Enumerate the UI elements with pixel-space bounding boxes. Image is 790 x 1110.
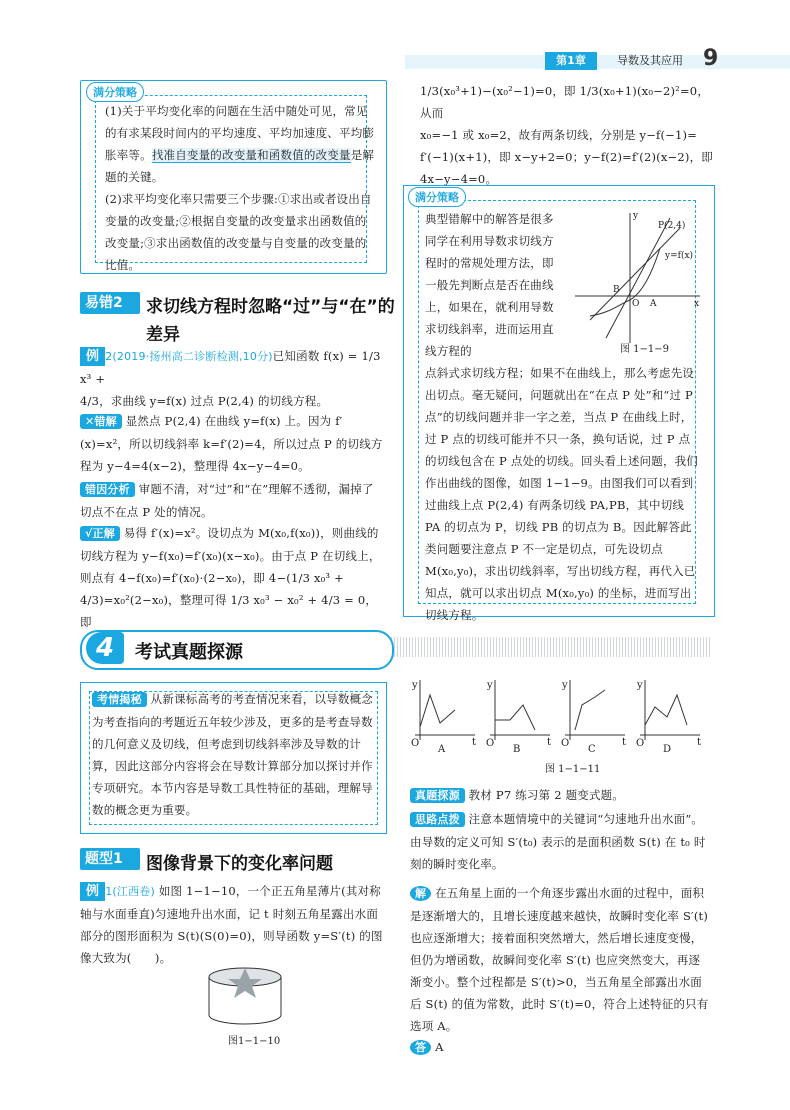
option-axes — [565, 680, 625, 740]
option-axis-y: y — [562, 680, 568, 691]
answer: 答 A — [410, 1036, 444, 1059]
solution-continued: 1/3(x₀³+1)−(x₀²−1)=0，即 1/3(x₀+1)(x₀−2)²=0，从而 x₀=−1 或 x₀=2，故有两条切线，分别是 y−f(−1)= f′(−1)(x+1)，即 x−y+2=0；y−f(2)=f′(2)(x−2)，即 4x−y−4=0。 — [420, 84, 713, 186]
option-label: B — [513, 744, 521, 755]
section-number: 4 — [86, 632, 124, 664]
error-title-2: 差异 — [146, 325, 180, 345]
answer-tag: 答 — [410, 1040, 431, 1055]
figure-1-1-10 — [200, 965, 290, 1030]
option-origin: O — [636, 738, 645, 749]
option-curve — [645, 695, 687, 725]
error-badge: 易错2 — [80, 292, 140, 314]
label-x: x — [694, 299, 700, 309]
option-axis-y: y — [487, 680, 493, 691]
option-axis-t: t — [622, 737, 627, 748]
solution-tag: 解 — [410, 886, 431, 901]
fig-1-1-9-caption: 图 1−1−9 — [620, 344, 670, 355]
option-origin: O — [486, 738, 495, 749]
header-bar — [405, 55, 790, 69]
label-o: O — [632, 299, 640, 309]
wrong-tag: ✕错解 — [80, 414, 122, 429]
option-axis-t: t — [547, 737, 552, 748]
type-title: 图像背景下的变化率问题 — [146, 854, 333, 874]
strategy-tag-2: 满分策略 — [408, 187, 466, 207]
fig-1-1-11-caption: 图 1−1−11 — [545, 764, 601, 775]
example-2: 例 2(2019·扬州高二诊断检测,10分)已知函数 f(x) = 1/3 x³ + 4/3，求曲线 y=f(x) 过点 P(2,4) 的切线方程。 — [80, 349, 381, 408]
label-fx: y=f(x) — [665, 251, 694, 261]
hint: 思路点拨 注意本题情境中的关键词“匀速地升出水面”。由导数的定义可知 S′(t₀) 表示的是面积函数 S(t) 在 t₀ 时刻的瞬时变化率。 — [410, 812, 706, 871]
right-solution: √正解 易得 f′(x)=x²。设切点为 M(x₀,f(x₀))，则曲线的切线方程为 y−f(x₀)=f′(x₀)(x−x₀)。由于点 P 在切线上，则点有 4−f(x₀)=f′(x₀)·(2−x₀)，即 4−(1/3 x₀³ + 4/3)=x₀²(2−x₀)，整理可得 1/3 x₀³ − x₀² + 4/3 = 0，即 — [80, 526, 381, 629]
source: 真题探源 教材 P7 练习第 2 题变式题。 — [410, 784, 710, 807]
strategy-p2: (2)求平均变化率只需要三个步骤:①求出或者设出自变量的改变量;②根据自变量的改变量求出函数值的改变量;③求出函数值的改变量与自变量的改变量的比值。 — [105, 192, 372, 272]
option-origin: O — [561, 738, 570, 749]
solution: 解 在五角星上面的一个角逐步露出水面的过程中，面积是逐渐增大的，且增长速度越来越快，故瞬时变化率 S′(t) 也应逐渐增大；接着面积突然增大，然后增长速度变慢，但仍为增函数，故瞬间变化率 S′(t) 也应突然变大，再逐渐变小。整个过程都是 S′(t)>0，当五角星全部露出水面后 S(t) 的值为常数，此时 S′(t)=0，符合上述特征的只有选项 A。 — [410, 886, 709, 1033]
option-label: A — [438, 744, 446, 755]
tangent-pa — [606, 218, 670, 338]
option-curve — [575, 690, 605, 730]
example-1-tag: 例 — [80, 882, 105, 901]
right-tag: √正解 — [80, 526, 120, 541]
fig-1-1-10-caption: 图1−1−10 — [228, 1036, 281, 1047]
example-tag: 例 — [80, 347, 105, 366]
section-title: 考试真题探源 — [135, 642, 243, 663]
label-p: P(2,4) — [658, 221, 686, 231]
source-tag: 真题探源 — [410, 788, 465, 803]
example-1: 例 1(江西卷) 如图 1−1−10，一个正五角星薄片(其对称轴与水面垂直)匀速地升出水面，记 t 时刻五角星露出水面部分的图形面积为 S(t)(S(0)=0)，则导函数 y=S′(t) 的图像大致为( )。 — [80, 884, 383, 965]
option-origin: O — [411, 738, 420, 749]
exam-tag: 考情揭秘 — [92, 692, 147, 707]
option-curve — [420, 695, 455, 727]
chapter-label: 第1章 — [545, 52, 597, 70]
option-axis-t: t — [472, 737, 477, 748]
page-number: 9 — [703, 46, 719, 71]
label-b: B — [613, 285, 620, 295]
option-label: C — [588, 744, 596, 755]
exam-text: 考情揭秘 从新课标高考的考查情况来看，以导数概念为考查指向的考题近五年较少涉及，更多的是考查导数的几何意义及切线，但考虑到切线斜率涉及导数的计算，因此这部分内容将会在导数计算部分加以探讨并作专项研究。本节内容是导数工具性特征的基础，理解导数的概念更为重要。 — [92, 692, 373, 817]
strategy-text-a: 典型错解中的解答是很多同学在利用导数求切线方程时的常规处理方法，即一般先判断点是否在曲线上，如果在，就利用导数求切线斜率，进而运用直线方程的 — [425, 212, 554, 358]
option-curve — [495, 705, 535, 730]
strategy-text-b: 点斜式求切线方程；如果不在曲线上，那么考虑先设出切点。毫无疑问，问题就出在“在点 P 处”和“过 P 点”的切线问题并非一字之差，当点 P 在曲线上时，过 P 点的切线可能并不只一条，换句话说，过 P 点的切线包含在 P 点处的切线。回头看上述问题，我们作出曲线的图像，如图 1−1−9。由图我们可以看到过曲线上点 P(2,4) 有两条切线 PA,PB，其中切线 PA 的切点为 P，切线 PB 的切点为 B。因此解答此类问题要注意点 P 不一定是切点，可先设切点 M(x₀,y₀)，求出切线斜率，写出切线方程，再代入已知点，就可以求出切点 M(x₀,y₀) 的坐标，进而写出切线方程。 — [425, 366, 699, 622]
label-y: y — [633, 211, 639, 221]
strategy-p1: (1)关于平均变化率的问题在生活中随处可见，常见的有求某段时间内的平均速度、平均加速度、平均膨胀率等。找准自变量的改变量和函数值的改变量是解题的关键。 — [105, 104, 375, 184]
error-analysis: 错因分析 审题不清，对“过”和“在”理解不透彻，漏掉了切点不在点 P 处的情况。 — [80, 482, 374, 519]
chapter-title: 导数及其应用 — [617, 54, 683, 67]
hint-tag: 思路点拨 — [410, 812, 465, 827]
error-title-1: 求切线方程时忽略“过”与“在”的 — [146, 297, 395, 317]
analysis-tag: 错因分析 — [80, 482, 135, 497]
option-axes — [415, 680, 475, 740]
option-axes — [490, 680, 550, 740]
strategy-tag-1: 满分策略 — [86, 82, 144, 102]
option-axis-t: t — [697, 737, 702, 748]
option-axis-y: y — [412, 680, 418, 691]
type-badge: 题型1 — [80, 848, 140, 870]
figure-1-1-9 — [570, 208, 705, 348]
option-axis-y: y — [637, 680, 643, 691]
label-a: A — [650, 299, 657, 309]
option-label: D — [663, 744, 672, 755]
wrong-solution: ✕错解 显然点 P(2,4) 在曲线 y=f(x) 上。因为 f′(x)=x²，所以切线斜率 k=f′(2)=4，所以过点 P 的切线方程为 y−4=4(x−2)，整理得 4x−y−4=0。 — [80, 414, 383, 473]
